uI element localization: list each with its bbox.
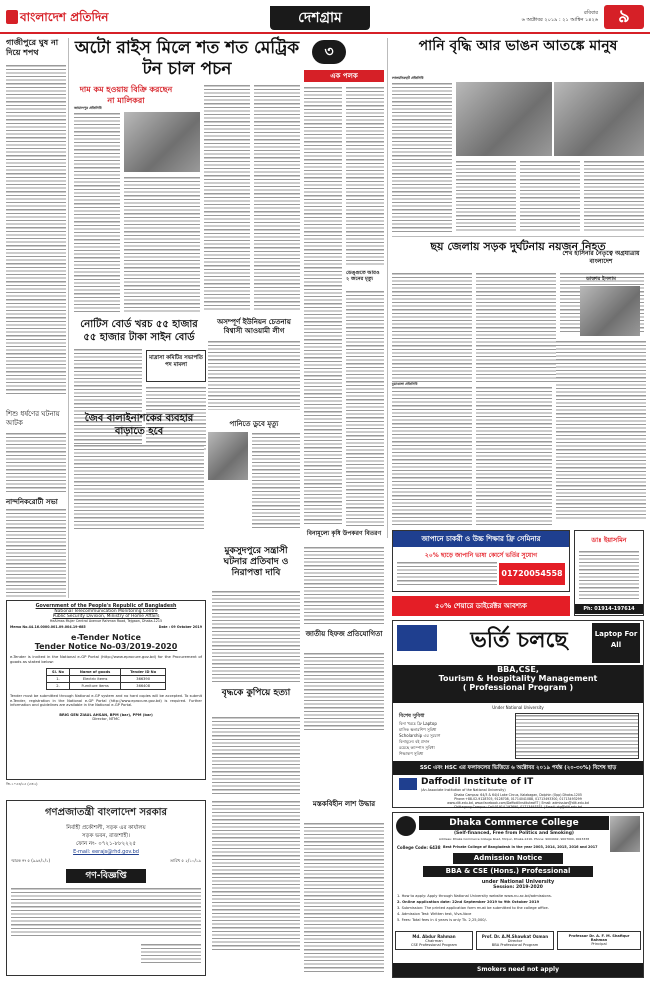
ek-palak-label: এক পলক xyxy=(330,72,358,80)
section-title: দেশগ্রাম xyxy=(298,10,342,26)
lead-body-col1 xyxy=(74,112,120,312)
article-left-top-body xyxy=(6,64,66,394)
tender-col-id: Tender ID No xyxy=(121,669,166,676)
awami-body xyxy=(208,340,300,410)
tender-address: HeAlmas Mujer Central Avenue Rahman Road, Tejgaon, Dhaka-1215 xyxy=(49,619,163,623)
share-ad xyxy=(392,596,570,616)
gov-memo: স্মারক নং ৫ (৯৯৪/১/১) xyxy=(11,858,51,863)
signatures xyxy=(395,931,641,950)
tender-col-sl: Sl. No xyxy=(47,669,70,676)
tender-title: e-Tender Notice xyxy=(71,633,141,642)
ek-palak-col2 xyxy=(346,86,384,266)
byline-3: চুয়াডাঙ্গা প্রতিনিধি xyxy=(392,382,418,386)
headline-body-recovered: মস্তকবিহীন লাশ উদ্ধার xyxy=(312,800,376,808)
smokers-text: Smokers need not apply xyxy=(477,966,559,973)
sig2-title2: BBA Professional Program xyxy=(491,943,539,947)
japan-phone-box xyxy=(499,563,565,585)
agri-body xyxy=(304,546,384,626)
drowning-body xyxy=(252,432,300,530)
organic-body xyxy=(74,444,204,530)
tender-center: National Telecommunication Monitoring Centre xyxy=(54,609,158,614)
right-mid-col2 xyxy=(476,386,552,526)
list-item: মাসিক স্কলারশিপ সুবিধা xyxy=(399,727,437,732)
admission-notice: Admission Notice xyxy=(473,854,543,862)
gov-ad-body xyxy=(11,887,201,937)
sig3-name: Professor Dr. A. F. M. Shafiqur Rahman xyxy=(568,934,630,942)
headline-drowning: পানিতে ডুবে মৃত্যু xyxy=(229,420,279,428)
doctor-phone[interactable]: Ph: 01914-197614 xyxy=(583,606,635,612)
tender-sign-name: BRIG GEN ZIAUL AHSAN, BPM (bar), PPM (bar) xyxy=(59,712,153,717)
list-item: 3. Submission: The printed application form must be submitted to the college office. xyxy=(397,906,549,910)
signature-1 xyxy=(395,931,473,950)
headline-dengue: ডেঙ্গুতে আরও ২ জনের মৃত্যু xyxy=(346,270,380,282)
tender-cell: 366408 xyxy=(121,683,166,690)
table-row xyxy=(47,683,166,690)
programs-bar xyxy=(393,665,643,703)
program-session: Session: 2019-2020 xyxy=(493,885,543,890)
sig2-title: Director xyxy=(507,939,523,943)
gov-date: তারিখ ৫ ২/১০/১৯ xyxy=(170,858,201,863)
headline-old-man: বৃদ্ধকে কুপিয়ে হত্যা xyxy=(221,688,291,698)
tender-memo: Memo No.44.16.0000.001.09.004.19-685 xyxy=(10,625,86,629)
japan-line2: ২০% ছাড়ে জাপানি ভাষা কোর্সে ভর্তির সুযোগ xyxy=(424,552,538,559)
right-top-photo-1 xyxy=(456,82,552,156)
tender-body: e-Tender is invited in the National e-GP Portal (http://www.eprocure.gov.bd) for the Procurement of goods as stated below: xyxy=(10,654,202,664)
gov-heading: গণপ্রজাতন্ত্রী বাংলাদেশ সরকার xyxy=(45,807,167,818)
byline-1: জামালপুর প্রতিনিধি xyxy=(74,106,102,110)
gov-address: সড়ক ভবন, রাজশাহী। xyxy=(82,833,130,839)
article-nandnagar-body xyxy=(6,508,66,598)
ek-palak-bar xyxy=(304,70,384,82)
right-top-col2 xyxy=(456,160,516,232)
tender-notice xyxy=(6,600,206,780)
list-item: রয়েছে ক্যাম্পাস সুবিধা xyxy=(399,745,435,750)
logo-mark-icon xyxy=(6,10,18,24)
gov-office: নির্বাহী প্রকৌশলী, সড়ক এর কার্যালয় xyxy=(66,825,146,831)
headline-child-rape: শিশু ধর্ষণের ঘটনায় আটক xyxy=(6,410,60,427)
sig1-title: Chairman xyxy=(425,939,443,943)
tender-footer: Tender must be submitted through National e-GP system and no hard copies will be accepted. To submit e-Tender, registration in the National e-GP Portal (http://www.eprocure.gov.bd) is required. Further information and guidelines are available in the National e-GP Portal. xyxy=(10,694,202,708)
admission-title: ভর্তি চলছে xyxy=(470,628,568,653)
sheikh-hasina-photo xyxy=(580,286,640,336)
doctor-title: ডাঃ ইয়াসমিন xyxy=(591,536,627,544)
headline-awami-league: অসম্পূর্ণ ইউনিয়ন চেতনায় বিশ্বাসী আওয়ামী লীগ xyxy=(217,318,291,335)
institute-phone: Phone:+88-02-9128705, 9128708, 01714041088, 01713493300, 01713493299 xyxy=(454,797,582,801)
institute-campus: Chittagong Campus: Cell:01914-197690, 01713493331 | Email: ctg@diit.edu.bd xyxy=(454,805,582,809)
tender-cell: 1. xyxy=(47,676,70,683)
benefits-list xyxy=(399,721,509,757)
lower-center-col1 xyxy=(212,800,300,950)
date-full: ৬ অক্টোবর ২০১৯ : ২১ আশ্বিন ১৪২৬ xyxy=(521,17,598,23)
ek-palak-col1 xyxy=(304,86,342,526)
lead-body-col2 xyxy=(124,176,200,312)
college-name-bar xyxy=(419,816,609,830)
program-bar xyxy=(423,866,593,877)
right-top-col1 xyxy=(392,82,452,232)
right-top-col3 xyxy=(520,160,580,232)
college-sub: (Self-financed, Free from Politics and Smoking) xyxy=(454,831,574,836)
univ-label: Under National University xyxy=(492,705,544,710)
gov-phone: ফোন নং- ০৭২১-৮৮২২২৫ xyxy=(76,841,136,847)
gov-ad xyxy=(6,800,206,976)
ssc-text: SSC এবং HSC এর ফলাফলের ভিত্তিতে ৬ অক্টোবর ২০১৯ পর্যন্ত (২০-৩০%) বিশেষ ছাড় xyxy=(419,765,617,771)
institute-web[interactable]: www.diit.edu.bd, www.facebook.com/DaffodilInstituteofIT | Email: admission@diit.edu.bd xyxy=(447,801,589,805)
mukshudpur-col1 xyxy=(212,590,300,682)
japan-line1: জাপানে চাকরী ও উচ্চ শিক্ষার ফ্রি সেমিনার xyxy=(421,535,541,543)
list-item: 4. Admission Test: Written test, Viva-Voce xyxy=(397,912,472,916)
japan-phone[interactable]: 01720054558 xyxy=(501,569,563,578)
lead-body-col3 xyxy=(204,84,250,312)
college-address: Address: Dhaka Commerce College Road, Mirpur, Dhaka-1216. Phone: 9004942, 9007000, 9023338 xyxy=(438,837,590,841)
logo xyxy=(6,8,109,26)
date-day: রবিবার xyxy=(584,10,598,16)
headline-lead: অটো রাইস মিলে শত শত মেট্রিক টন চাল পচন xyxy=(74,38,300,79)
tender-sign-title: Director, NTMC xyxy=(92,716,120,721)
lead-photo xyxy=(124,112,200,172)
lead-sub-headline: দাম কম হওয়ায় বিক্রি করছেন না মালিকরা xyxy=(79,85,173,105)
college-name: Dhaka Commerce College xyxy=(449,818,579,828)
masthead xyxy=(0,0,650,34)
signature-3 xyxy=(557,931,641,950)
college-best: Best Private College of Bangladesh in the year 2003, 2014, 2015, 2016 and 2017 xyxy=(443,845,598,849)
list-item: 1. How to apply: Apply through National University website www.nu.ac.bd/admissions. xyxy=(397,894,552,898)
doctor-phone-bar xyxy=(575,604,643,614)
college-code: College Code: 6438 xyxy=(397,845,441,850)
doctor-ad xyxy=(574,530,644,616)
headline-nandnagar: নান্দনিকরোটী সভা xyxy=(6,498,58,506)
tender-ref: জি-১০৫৩/২৫ (৫×২) xyxy=(6,782,38,786)
list-item: 2. Online application date: 22nd September 2019 to 9th October 2019 xyxy=(397,900,540,904)
program-univ: under National University xyxy=(481,879,555,885)
article-child-rape-body xyxy=(6,432,66,492)
column-divider-2 xyxy=(387,38,388,538)
ssc-bar xyxy=(393,761,643,775)
tender-gov: Government of the People's Republic of Bangladesh xyxy=(35,604,177,609)
program-3: ( Professional Program ) xyxy=(462,683,574,692)
list-item: বিনা খরচে ফ্রি Laptop xyxy=(399,721,437,726)
japan-line1-bar xyxy=(393,531,569,547)
dengue-body xyxy=(346,290,384,526)
fee-table xyxy=(515,713,639,759)
institute-address: Dhaka Campus: 64/3 & 64/4 Lake Circus, Kalabagan, Dolphin (Opp) Dhaka-1205 xyxy=(454,793,582,797)
commerce-ad xyxy=(392,812,644,978)
headline-hifz: জাতীয় হিফজ প্রতিযোগিতা xyxy=(305,630,383,638)
page-number-badge xyxy=(604,5,644,29)
lead-body-col4 xyxy=(254,84,300,312)
number-badge xyxy=(312,40,346,64)
list-item: বিনামূল্যে বই প্রদান xyxy=(399,739,430,744)
sig2-name: Prof. Dr. A.M.Shawkat Osman xyxy=(481,934,549,939)
road-col1 xyxy=(392,272,472,382)
page-number: ৯ xyxy=(618,6,630,27)
tender-col-name: Name of goods xyxy=(69,669,120,676)
tender-division: Public Security Division, Ministry of Home Affairs xyxy=(52,614,160,619)
headline-right-top: পানি বৃদ্ধি আর ভাঙন আতঙ্কে মানুষ xyxy=(418,38,618,54)
section-tab xyxy=(270,6,370,30)
list-item: শিক্ষাঋণ সুবিধা xyxy=(399,751,424,756)
gov-ad-sign xyxy=(141,943,201,963)
headline-agri: বিনামূল্যে কৃষি উপকরণ বিতরণ xyxy=(306,530,382,537)
body-recovered-body xyxy=(304,822,384,972)
tender-date: Date : 09 October 2019 xyxy=(158,625,202,629)
gov-title: গণ-বিজ্ঞপ্তি xyxy=(85,871,127,881)
sig1-name: Md. Abdur Rahman xyxy=(412,934,456,939)
institute-sub: (An Associate Institution of the National University) xyxy=(421,788,506,792)
diit-logo-small-icon xyxy=(399,778,417,790)
headline-left-top: গাজীপুরে ঘুষ না দিয়ে শপথ xyxy=(6,38,59,57)
list-item: 5. Fees: Total fees in 4 years is only Tk. 2,25,000/- xyxy=(397,918,488,922)
admission-notice-bar xyxy=(453,853,563,864)
program-2: Tourism & Hospitality Management xyxy=(438,674,598,683)
byline-2: লালমনিরহাট প্রতিনিধি xyxy=(392,76,424,80)
old-man-body xyxy=(212,716,300,796)
column-divider xyxy=(68,38,69,598)
laptop-badge xyxy=(592,623,640,663)
headline-organic: জৈব বালাইনাশকের ব্যবহার বাড়াতে হবে xyxy=(84,413,194,437)
headline-road-accident: ছয় জেলায় সড়ক দুর্ঘটনায় নয়জন নিহত xyxy=(430,240,606,253)
left-column xyxy=(6,38,66,368)
signature-2 xyxy=(476,931,554,950)
headline-mukshudpur: মুকসুদপুরে সন্ত্রাসী ঘটনার প্রতিবাদ ও নিরাপত্তা দাবি xyxy=(223,546,289,578)
japan-details xyxy=(397,561,497,587)
program-title: BBA & CSE (Hons.) Professional xyxy=(445,867,571,875)
tender-cell: Furniture items xyxy=(69,683,120,690)
smokers-bar xyxy=(393,963,643,977)
doctor-body xyxy=(579,550,639,600)
right-mid-col1 xyxy=(392,386,472,526)
table-row xyxy=(47,676,166,683)
benefits-title: বিশেষ সুবিধা xyxy=(399,713,425,719)
laptop-text: Laptop For All xyxy=(594,630,638,649)
program-1: BBA,CSE, xyxy=(497,665,539,674)
steps-list xyxy=(397,893,641,923)
sig1-title2: CSE Professional Program xyxy=(410,943,458,947)
drowning-photo xyxy=(208,432,248,480)
sig3-title: Principal xyxy=(591,942,607,946)
tender-table xyxy=(46,668,166,690)
tender-number: Tender Notice No-03/2019-2020 xyxy=(34,642,178,651)
tender-cell: Electric items xyxy=(69,676,120,683)
logo-text: বাংলাদেশ প্রতিদিন xyxy=(20,10,109,24)
japan-ad xyxy=(392,530,570,592)
sheikh-hasina-body xyxy=(556,340,646,520)
admission-ad xyxy=(392,620,644,808)
number-badge-text: ৩ xyxy=(324,44,334,60)
madrasa-box xyxy=(146,350,206,382)
sheikh-hasina-sub: ডাক্তার ইসলাম xyxy=(586,276,616,282)
institute-name: Daffodil Institute of IT xyxy=(421,777,534,787)
road-divider xyxy=(392,236,644,237)
headline-notice-board: নোটিস বোর্ড খরচ ৫৫ হাজার ৫৫ হাজার টাকা সাইন বোর্ড xyxy=(80,319,198,343)
college-logo-icon xyxy=(396,816,416,836)
right-top-photo-2 xyxy=(554,82,644,156)
college-photo xyxy=(610,816,640,852)
headline-madrasa: মাদ্রাসা কমিটির সভাপতি পদ মামলা xyxy=(149,355,203,368)
tender-cell: 366390 xyxy=(121,676,166,683)
gov-email[interactable]: E-mail: eerajs@rhd.gov.bd xyxy=(73,849,139,855)
list-item: Scholarship এর সুযোগ xyxy=(399,733,441,738)
right-top-col4 xyxy=(584,160,644,232)
share-ad-text: ৫০% শেয়ারে ডাইরেক্টর আবশ্যক xyxy=(435,602,527,610)
gov-title-bar xyxy=(66,869,146,883)
hifz-body xyxy=(304,652,384,732)
diit-logo-icon xyxy=(397,625,437,651)
road-col2 xyxy=(476,272,556,382)
headline-sheikh-hasina: শেখ হাসিনার নেতৃত্বে অগ্রযাত্রায় বাংলাদেশ xyxy=(562,250,640,265)
tender-cell: 2. xyxy=(47,683,70,690)
